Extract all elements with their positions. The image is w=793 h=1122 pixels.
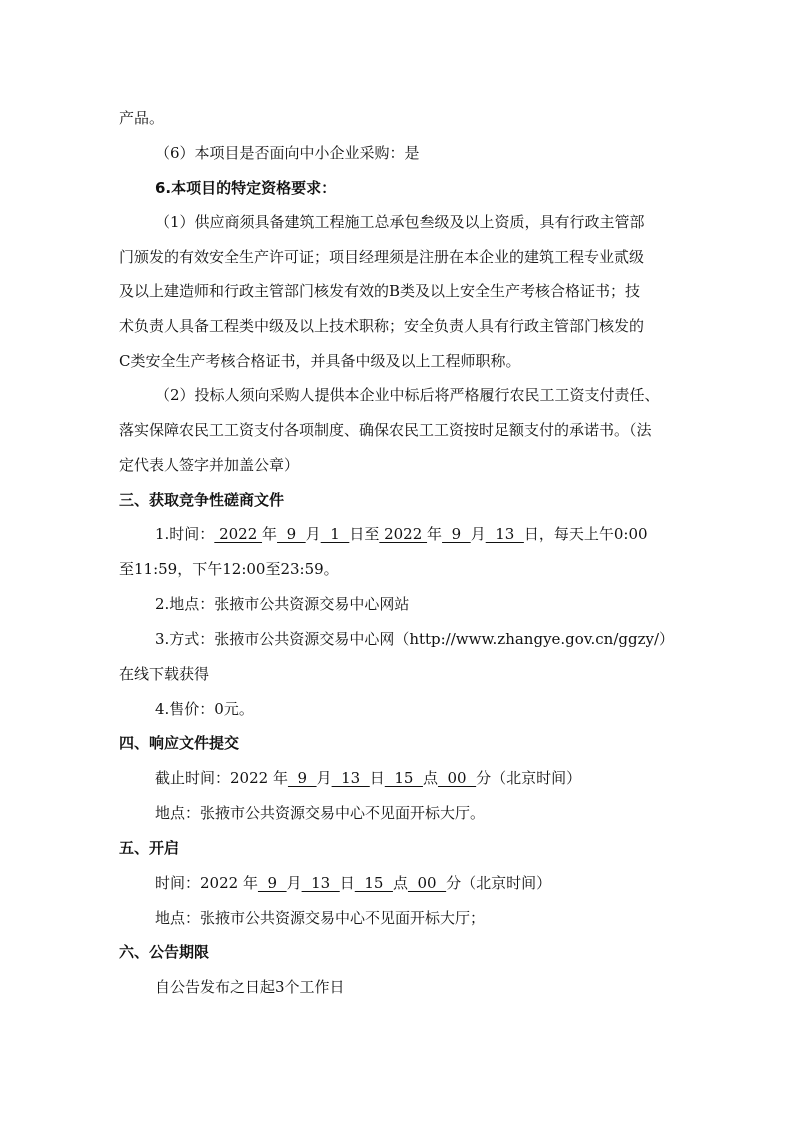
text-line: 至11:59，下午12:00至23:59。 <box>119 560 339 578</box>
text-line: 产品。 <box>119 109 165 127</box>
text-line: 地点：张掖市公共资源交易中心不见面开标大厅。 <box>155 804 486 822</box>
text-line: 2.地点：张掖市公共资源交易中心网站 <box>155 595 410 613</box>
unit: 日 <box>369 769 385 787</box>
time-label: 1.时间： <box>155 525 215 543</box>
unit: 年 <box>427 525 443 543</box>
text-line: 4.售价：0元。 <box>155 700 254 718</box>
time-line <box>0 524 793 544</box>
text-line: 定代表人签字并加盖公章） <box>119 456 300 474</box>
section-heading: 6.本项目的特定资格要求： <box>155 179 337 197</box>
unit: 点 <box>392 874 408 892</box>
text-line: 3.方式：张掖市公共资源交易中心网（http://www.zhangye.gov.cn/ggzy/） <box>155 630 675 648</box>
opening-day: 13 <box>301 874 340 892</box>
unit: 月 <box>470 525 486 543</box>
deadline-line <box>0 768 793 788</box>
opening-line <box>0 873 793 893</box>
text-line: （1）供应商须具备建筑工程施工总承包叁级及以上资质，具有行政主管部 <box>155 213 645 231</box>
unit: 分（北京时间） <box>446 874 552 892</box>
deadline-minute: 00 <box>437 769 477 787</box>
start-year: 2022 <box>214 525 263 543</box>
opening-label: 时间：2022 年 <box>155 874 258 892</box>
text-line: 自公告发布之日起3个工作日 <box>155 978 345 996</box>
opening-month: 9 <box>257 874 287 892</box>
deadline-day: 13 <box>331 769 370 787</box>
unit: 月 <box>305 525 321 543</box>
deadline-hour: 15 <box>384 769 423 787</box>
text-line: 及以上建造师和行政主管部门核发有效的B类及以上安全生产考核合格证书；技 <box>119 282 641 300</box>
section-heading: 五、开启 <box>119 839 180 857</box>
deadline-month: 9 <box>287 769 317 787</box>
end-day: 13 <box>485 525 524 543</box>
opening-minute: 00 <box>407 874 447 892</box>
unit: 日至 <box>349 525 380 543</box>
unit: 点 <box>422 769 438 787</box>
opening-hour: 15 <box>354 874 393 892</box>
start-day: 1 <box>320 525 350 543</box>
start-month: 9 <box>277 525 306 543</box>
section-heading: 四、响应文件提交 <box>119 734 240 752</box>
section-heading: 三、获取竞争性磋商文件 <box>119 491 285 509</box>
unit: 月 <box>286 874 302 892</box>
unit: 年 <box>262 525 278 543</box>
text-line: 在线下载获得 <box>119 665 210 683</box>
text-line: 门颁发的有效安全生产许可证；项目经理须是注册在本企业的建筑工程专业贰级 <box>119 248 645 266</box>
unit: 月 <box>316 769 332 787</box>
text-line: （2）投标人须向采购人提供本企业中标后将严格履行农民工工资支付责任、 <box>155 386 660 404</box>
text-line: 术负责人具备工程类中级及以上技术职称；安全负责人具有行政主管部门核发的 <box>119 317 645 335</box>
text-line: （6）本项目是否面向中小企业采购：是 <box>155 144 420 162</box>
end-month: 9 <box>442 525 471 543</box>
text-line: C类安全生产考核合格证书，并具备中级及以上工程师职称。 <box>119 352 521 370</box>
unit: 分（北京时间） <box>476 769 582 787</box>
unit: 日 <box>339 874 355 892</box>
time-tail: 日，每天上午0:00 <box>523 525 648 543</box>
text-line: 地点：张掖市公共资源交易中心不见面开标大厅； <box>155 909 486 927</box>
text-line: 落实保障农民工工资支付各项制度、确保农民工工资按时足额支付的承诺书。（法 <box>119 421 652 439</box>
end-year: 2022 <box>379 525 428 543</box>
deadline-label: 截止时间：2022 年 <box>155 769 288 787</box>
section-heading: 六、公告期限 <box>119 943 210 961</box>
